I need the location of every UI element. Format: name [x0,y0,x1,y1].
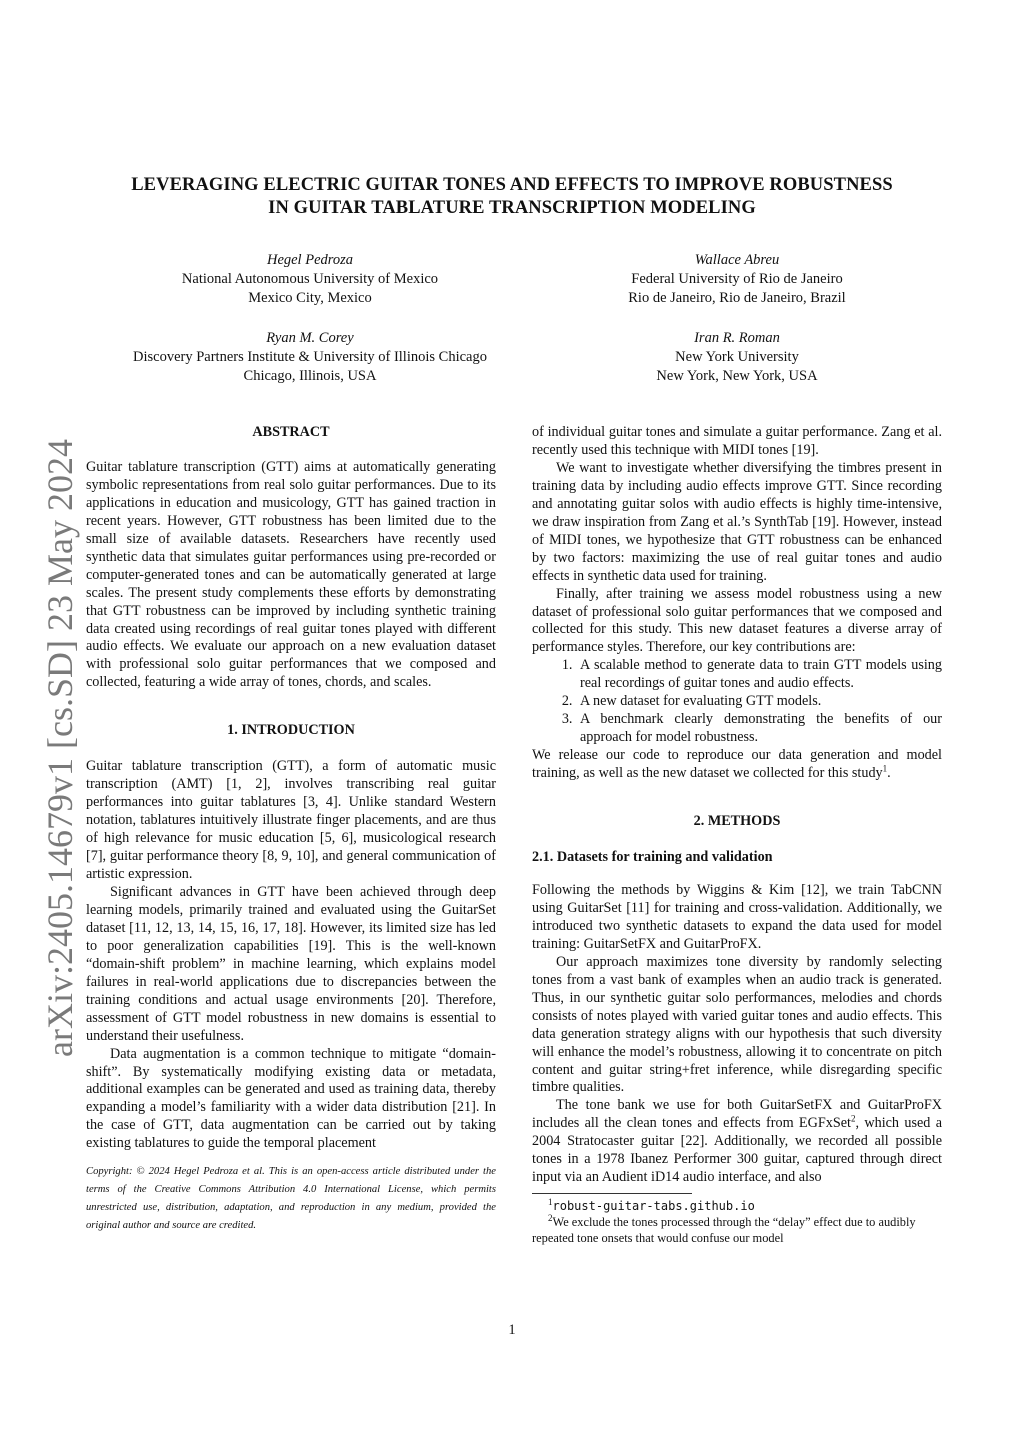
copyright-notice: Copyright: © 2024 Hegel Pedroza et al. This is an open-access article distributed under the terms of the Creative Commons Attribution 4.0 International License, which permits unrestricted use, distribution, adaptation, and reproduction in any medium, provided the original author and source are credited. [86,1166,496,1232]
intro-continuation: of individual guitar tones and simulate a guitar performance. Zang et al. recently used this technique with MIDI tones [19]. [532,424,942,458]
footnote-link[interactable]: robust-guitar-tabs.github.io [552,1199,755,1214]
author-block-1 [100,251,520,308]
footnote-text: We exclude the tones processed through the “delay” effect due to audibly repeated tone onsets that would confuse our model [532,1215,916,1246]
intro-paragraph-3: Data augmentation is a common technique to mitigate “domain-shift”. By systematically modifying existing data or metadata, additional examples can be generated and used as training data, thereby expanding a model’s familiarity with a wider data distribution [21]. In the case of GTT, data augmentation can be carried out by taking existing tablatures to guide the temporal placement [86,1045,496,1152]
author-name: Hegel Pedroza [266,252,354,268]
list-item: 2. A new dataset for evaluating GTT models. [576,693,942,711]
footnote-divider [532,1193,692,1194]
methods-heading: 2. METHODS [693,813,781,830]
methods-paragraph-3 [532,1097,942,1187]
title-line-1: LEVERAGING ELECTRIC GUITAR TONES AND EFFECTS TO IMPROVE ROBUSTNESS [131,175,893,195]
footnote-mark-2: 2 [850,1113,856,1124]
title-line-2: IN GUITAR TABLATURE TRANSCRIPTION MODELING [268,198,756,218]
footnote-2 [532,1214,942,1246]
footnote-mark-1: 1 [882,763,888,774]
contributions-list [532,657,942,747]
subsection-heading: 2.1. Datasets for training and validation [532,849,773,866]
intro-paragraph-4: We want to investigate whether diversifying the timbres present in training data by including audio effects improve GTT. Since recording and annotating guitar solos with audio effects is highly time-intensive, we draw inspiration from Zang et al.’s SynthTab [19]. However, instead of MIDI tones, we hypothesize that GTT robustness can be enhanced by two factors: maximizing the use of real guitar tones and audio effects in synthetic data used for training. [532,459,942,584]
abstract-heading: ABSTRACT [252,424,330,440]
author-location: Mexico City, Mexico [248,290,372,306]
list-item: 3. A benchmark clearly demonstrating the benefits of our approach for model robustness. [576,711,942,747]
methods-text-b: , which used a 2004 Stratocaster guitar [22]. Additionally, we recorded all possible tones in a 1978 Ibanez Performer 300 guitar, captured through direct input via an Audient iD14 audio interface, and also [532,1115,942,1186]
introduction-heading: 1. INTRODUCTION [227,722,355,739]
author-affiliation: Federal University of Rio de Janeiro [631,271,843,287]
author-name: Iran R. Roman [694,330,780,346]
intro-paragraph-2: Significant advances in GTT have been achieved through deep learning models, primarily trained and evaluated using the GuitarSet dataset [11, 12, 13, 14, 15, 16, 17, 18]. However, its limited size has led to poor generalization capabilities [19]. This is the well-known “domain-shift problem” in machine learning, which explains model failures in real-world applications due to discrepancies between the training conditions and actual usage environments [20]. Therefore, assessment of GTT model robustness in new domains is essential to understand their usefulness. [86,883,496,1044]
intro-paragraph-5: Finally, after training we assess model robustness using a new dataset of professional solo guitar performances that we composed and collected for this study. This new dataset features a diverse array of performance styles. Therefore, our key contributions are: [532,585,942,656]
right-column [532,424,942,1246]
intro-paragraph-1: Guitar tablature transcription (GTT), a form of automatic music transcription (AMT) [1, 2], involves transcribing real guitar performances into guitar tablatures [3, 4]. Unlike standard Western notation, tablatures intuitively illustrate finger placements, and are thus of high relevance for music education [5, 6], musicological research [7], guitar performance theory [8, 9, 10], and general communication of artistic expression. [86,758,496,883]
author-name: Wallace Abreu [694,252,780,268]
abstract-text: Guitar tablature transcription (GTT) aims at automatically generating symbolic representations from real solo guitar performances. Due to its applications in education and musicology, GTT has gained traction in recent years. However, GTT robustness has been limited due to the small size of available datasets. Researchers have recently used synthetic data that simulates guitar performances using pre-recorded or computer-generated tones and can be automatically generated at large scales. The present study complements these efforts by demonstrating that GTT robustness can be improved by including synthetic training data created using recordings of real guitar tones played with different audio effects. We evaluate our approach on a new evaluation dataset with professional solo guitar performances that we composed and collected, featuring a wide array of tones, chords, and scales. [86,458,496,691]
paper-title [60,174,964,220]
author-name: Ryan M. Corey [266,330,354,346]
list-item: 1. A scalable method to generate data to train GTT models using real recordings of guitar tones and audio effects. [576,657,942,693]
code-release-paragraph: We release our code to reproduce our data generation and model training, as well as the new dataset we collected for this study$^1$. [532,747,942,782]
author-block-2 [527,251,947,308]
methods-paragraph-1: Following the methods by Wiggins & Kim [12], we train TabCNN using GuitarSet [11] for training and cross-validation. Additionally, we introduced two synthetic datasets to expand the data used for model training: GuitarSetFX and GuitarProFX. [532,881,942,952]
author-block-4 [527,329,947,386]
methods-text-a: The tone bank we use for both GuitarSetFX and GuitarProFX includes all the clean tones and effects from EGFxSet [532,1097,942,1132]
code-release-text: We release our code to reproduce our data generation and model training, as well as the new dataset we collected for this study [532,747,942,782]
author-affiliation: New York University [675,349,799,365]
author-affiliation: Discovery Partners Institute & University of Illinois Chicago [133,349,487,365]
footnote-1 [532,1198,942,1214]
footnote-number: 2 [548,1213,553,1224]
author-block-3 [100,329,520,386]
page-number: 1 [508,1322,516,1338]
author-location: Chicago, Illinois, USA [243,368,377,384]
author-location: Rio de Janeiro, Rio de Janeiro, Brazil [628,290,846,306]
footnote-number: 1 [548,1197,553,1208]
author-affiliation: National Autonomous University of Mexico [181,271,439,287]
arxiv-identifier: arXiv:2405.14679v1 [cs.SD] 23 May 2024 [40,439,80,1057]
author-location: New York, New York, USA [656,368,818,384]
methods-paragraph-2: Our approach maximizes tone diversity by randomly selecting tones from a vast bank of examples when an audio track is generated. Thus, in our synthetic guitar solo performances, melodies and chords consists of notes played with varied guitar tones and audio effects. This data generation strategy aligns with our hypothesis that such diversity will enhance the model’s robustness, allowing it to concentrate on pitch content and guitar string+fret inference, while disregarding specific timbre qualities. [532,953,942,1096]
left-column [86,424,496,1235]
